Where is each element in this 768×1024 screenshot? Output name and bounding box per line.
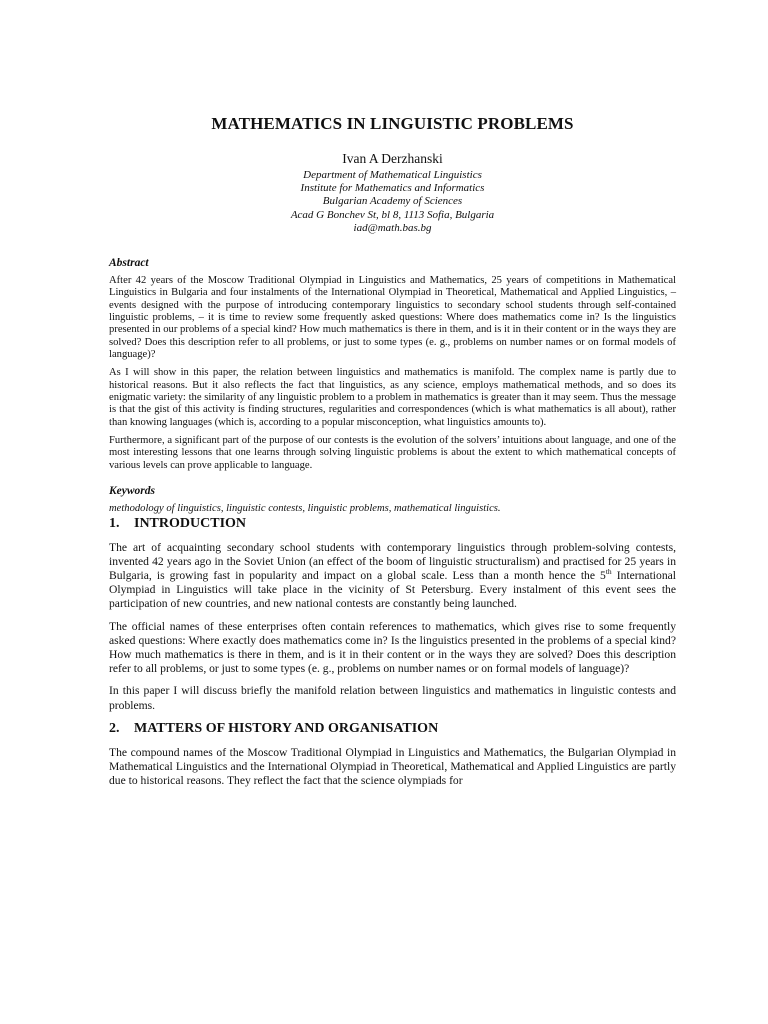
keywords-heading: Keywords [109, 485, 155, 498]
paper-content [109, 114, 676, 796]
abstract-paragraph: After 42 years of the Moscow Traditional Olympiad in Linguistics and Mathematics, 25 years of competitions in Mathematical Linguistics in Bulgaria and four instalments of the International Olympiad in Theoretical, Mathematical and Applied Linguistics, – events designed with the purpose of introducing contemporary linguistics to secondary school students through self-contained linguistic problems, – it is time to review some frequently asked questions: Where does mathematics come in? Is the linguistics presented in our problems of a special kind? How much mathematics is there in them, and is it in their content or in the ways they are solved? Does this description refer to all problems, or just to some types (e. g., problems on number names or on formal models of language)? [109, 275, 676, 361]
section-title: MATTERS OF HISTORY AND ORGANISATION [134, 720, 439, 736]
affiliation-block [109, 169, 676, 235]
superscript: th [605, 567, 612, 577]
body-paragraph: In this paper I will discuss briefly the manifold relation between linguistics and mathematics in linguistic contests and problems. [109, 684, 676, 712]
body-paragraph [109, 541, 676, 612]
section-heading-introduction [109, 516, 676, 532]
affiliation-academy: Bulgarian Academy of Sciences [322, 195, 463, 208]
section-title: INTRODUCTION [134, 515, 247, 531]
paragraph-text: International Olympiad in Linguistics will take place in the vicinity of St Petersburg. Every instalment of this event sees the participation of new countries, and new national contests are constantly being launched. [109, 568, 676, 611]
abstract-paragraph: As I will show in this paper, the relation between linguistics and mathematics is manifold. The complex name is partly due to historical reasons. But it also reflects the fact that linguistics, as any science, employs mathematical methods, and so does its enigmatic variety: the similarity of any linguistic problem to a problem in mathematics is greater than it may seem. Thus the message is that the gist of this activity is finding structures, regularities and correspondences (which is what mathematics is all about), rather than knowing languages (which is, according to a popular misconception, what linguistics amounts to). [109, 367, 676, 428]
affiliation-address: Acad G Bonchev St, bl 8, 1113 Sofia, Bulgaria [290, 208, 495, 221]
author-email: iad@math.bas.bg [353, 221, 432, 234]
affiliation-institute: Institute for Mathematics and Informatics [300, 182, 485, 195]
body-paragraph: The official names of these enterprises often contain references to mathematics, which gives rise to some frequently asked questions: Where exactly does mathematics come in? Is the linguistics presented in the problems of a special kind? How much mathematics is there in them, and is it in their content or in the ways they are solved? Does this description refer to all problems, or just to some types (e. g., problems on number names or on formal models of language)? [109, 619, 676, 676]
paper-title: MATHEMATICS IN LINGUISTIC PROBLEMS [211, 114, 574, 133]
section-heading-history [109, 721, 676, 737]
abstract-paragraph: Furthermore, a significant part of the purpose of our contests is the evolution of the solvers’ intuitions about language, and one of the most interesting lessons that one learns through solving linguistic problems is about the extent to which mathematical concepts of various levels can prove applicable to language. [109, 435, 676, 471]
author-name: Ivan A Derzhanski [342, 151, 443, 166]
keywords-text: methodology of linguistics, linguistic contests, linguistic problems, mathematical linguistics. [109, 503, 501, 515]
body-paragraph: The compound names of the Moscow Traditional Olympiad in Linguistics and Mathematics, the Bulgarian Olympiad in Mathematical Linguistics and the International Olympiad in Theoretical, Mathematical and Applied Linguistics are partly due to historical reasons. They reflect the fact that the science olympiads for [109, 745, 676, 788]
section-number: 1. [109, 515, 120, 531]
abstract-heading: Abstract [109, 257, 149, 270]
section-number: 2. [109, 720, 120, 736]
paragraph-text: The art of acquainting secondary school students with contemporary linguistics through problem-solving contests, invented 42 years ago in the Soviet Union (an effect of the boom of linguistic structuralism) and practised for 25 years in Bulgaria, is growing fast in popularity and impact on a global scale. Less than a month hence the 5 [109, 540, 676, 582]
affiliation-department: Department of Mathematical Linguistics [303, 169, 482, 181]
